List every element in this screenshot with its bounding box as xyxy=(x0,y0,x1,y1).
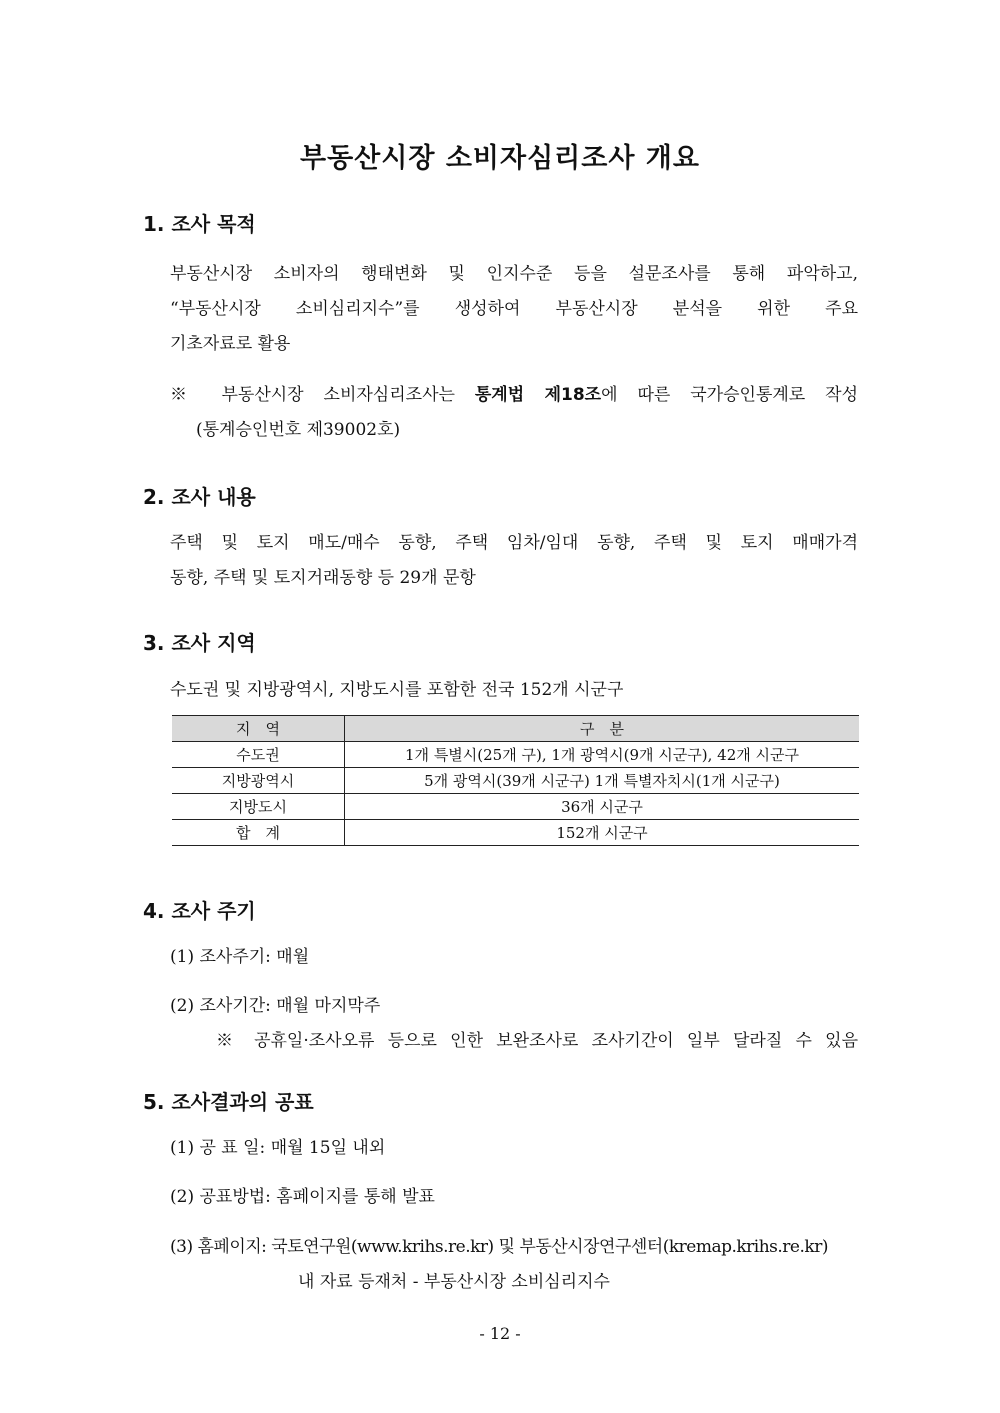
note-suffix: 에 따른 국가승인통계로 작성 xyxy=(601,385,859,405)
cycle-item-1: (1) 조사주기: 매월 xyxy=(170,947,310,967)
table-cell-category: 36개 시군구 xyxy=(345,794,860,820)
table-row xyxy=(172,794,859,820)
section-heading-content: 2. 조사 내용 xyxy=(143,485,256,509)
table-header-region: 지 역 xyxy=(172,716,345,742)
table-cell-region: 합 계 xyxy=(172,820,345,846)
publication-item-2: (2) 공표방법: 홈페이지를 통해 발표 xyxy=(170,1187,435,1207)
note-prefix: ※ 부동산시장 소비자심리조사는 xyxy=(170,385,475,405)
content-line-1: 주택 및 토지 매도/매수 동향, 주택 임차/임대 동향, 주택 및 토지 매매가격 xyxy=(170,533,858,553)
section-heading-region: 3. 조사 지역 xyxy=(143,631,256,655)
purpose-line-1: 부동산시장 소비자의 행태변화 및 인지수준 등을 설문조사를 통해 파악하고, xyxy=(170,264,858,284)
section-heading-purpose: 1. 조사 목적 xyxy=(143,212,256,236)
section-heading-cycle: 4. 조사 주기 xyxy=(143,899,256,923)
table-cell-category: 5개 광역시(39개 시군구) 1개 특별자치시(1개 시군구) xyxy=(345,768,860,794)
cycle-note: ※ 공휴일·조사오류 등으로 인한 보완조사로 조사기간이 일부 달라질 수 있음 xyxy=(216,1031,858,1051)
table-cell-region: 지방광역시 xyxy=(172,768,345,794)
table-cell-region: 지방도시 xyxy=(172,794,345,820)
page-number: - 12 - xyxy=(479,1324,521,1343)
table-cell-category: 152개 시군구 xyxy=(345,820,860,846)
table-row xyxy=(172,820,859,846)
section-heading-publication: 5. 조사결과의 공표 xyxy=(143,1090,314,1114)
publication-item-1: (1) 공 표 일: 매월 15일 내외 xyxy=(170,1138,386,1158)
table-header-row xyxy=(172,716,859,742)
table-cell-region: 수도권 xyxy=(172,742,345,768)
region-table xyxy=(172,715,859,846)
purpose-line-2: “부동산시장 소비심리지수”를 생성하여 부동산시장 분석을 위한 주요 xyxy=(170,299,858,319)
table-row xyxy=(172,742,859,768)
cycle-item-2: (2) 조사기간: 매월 마지막주 xyxy=(170,996,381,1016)
table-header-category: 구 분 xyxy=(345,716,860,742)
approval-number: (통계승인번호 제39002호) xyxy=(196,420,401,440)
region-line: 수도권 및 지방광역시, 지방도시를 포함한 전국 152개 시군구 xyxy=(170,680,624,700)
page-title: 부동산시장 소비자심리조사 개요 xyxy=(300,143,700,174)
table-cell-category: 1개 특별시(25개 구), 1개 광역시(9개 시군구), 42개 시군구 xyxy=(345,742,860,768)
table-row xyxy=(172,768,859,794)
statistics-law-note xyxy=(170,380,858,405)
purpose-line-3: 기초자료로 활용 xyxy=(170,334,291,354)
note-bold-law: 통계법 제18조 xyxy=(474,385,602,405)
publication-item-3: (3) 홈페이지: 국토연구원(www.krihs.re.kr) 및 부동산시장연구센터(kremap.krihs.re.kr) xyxy=(170,1237,828,1257)
content-line-2: 동향, 주택 및 토지거래동향 등 29개 문항 xyxy=(170,568,476,588)
publication-item-3-line-2: 내 자료 등재처 - 부동산시장 소비심리지수 xyxy=(298,1272,610,1292)
